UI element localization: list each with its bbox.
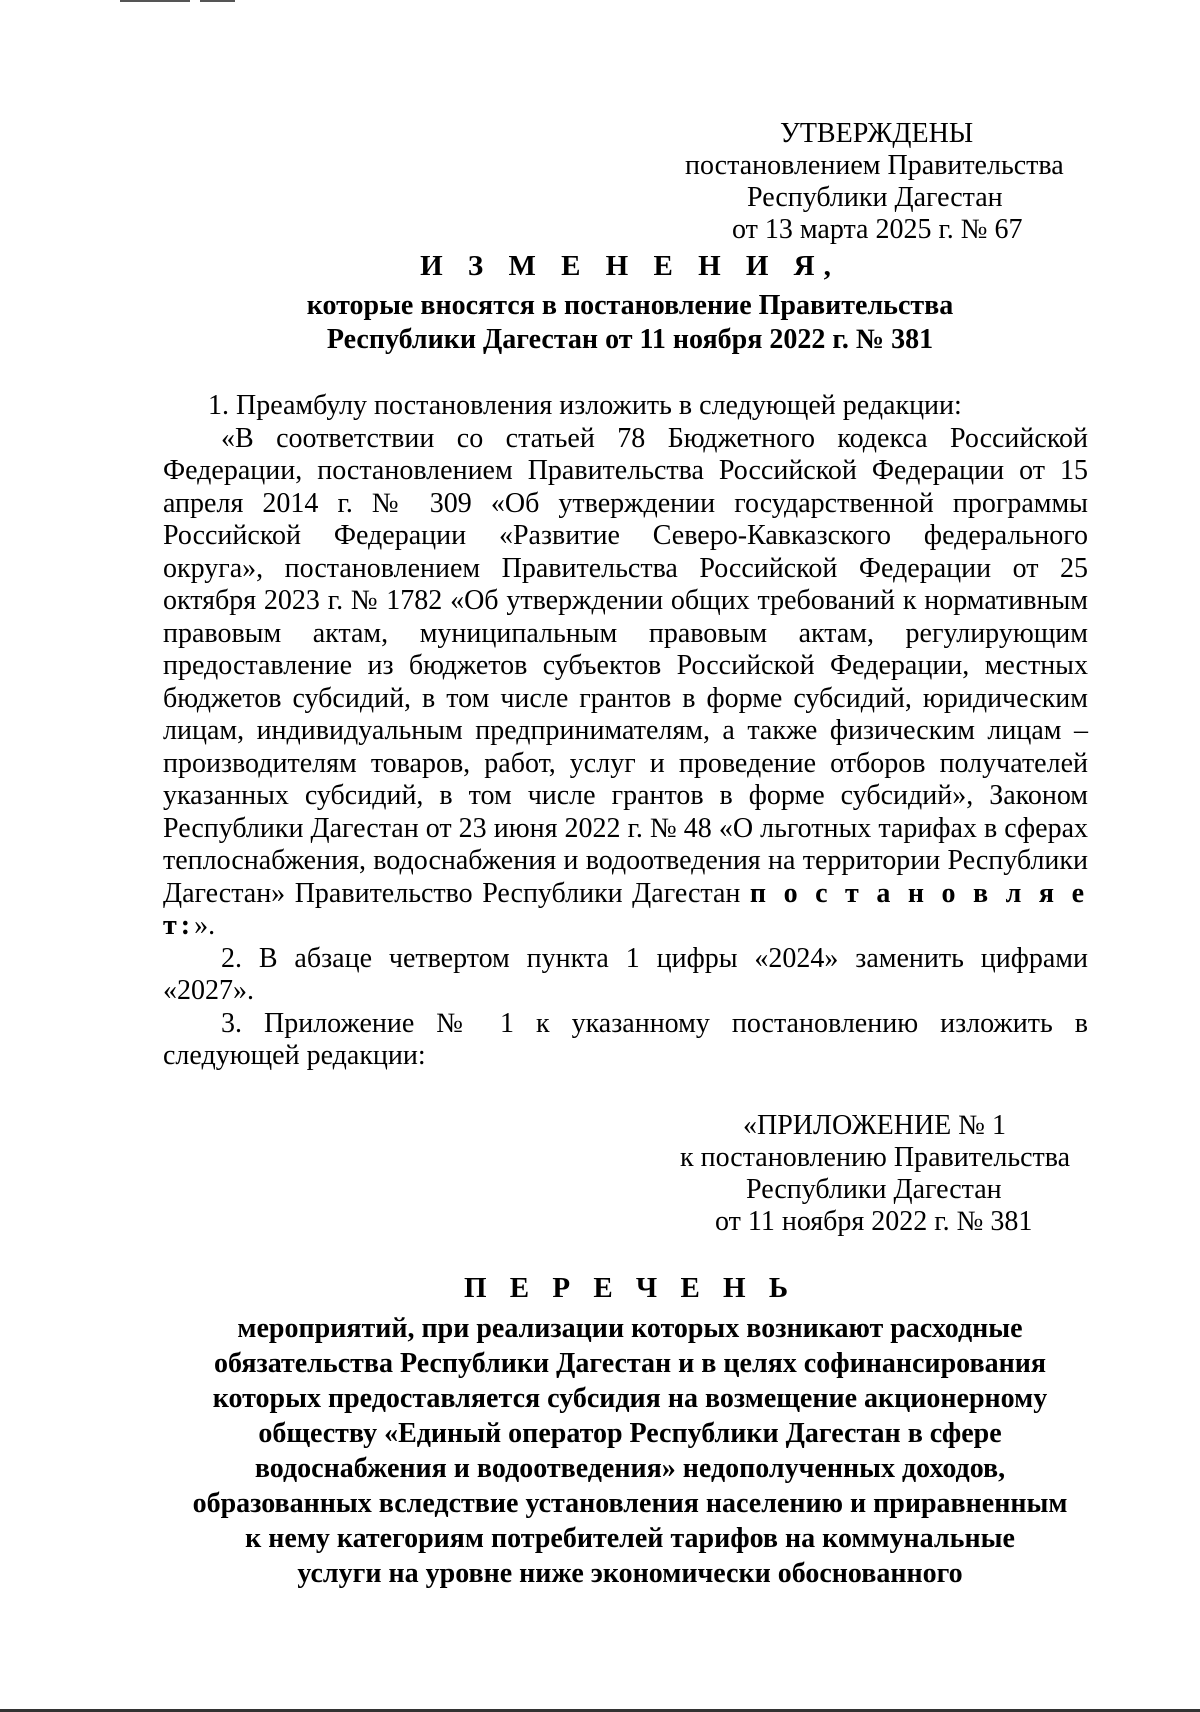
list-subtitle-line: мероприятий, при реализации которых возникают расходные (237, 1312, 1023, 1344)
appendix-reference: к постановлению Правительства (680, 1142, 1071, 1173)
item-1-intro: 1. Преамбулу постановления изложить в следующей редакции: (208, 390, 962, 421)
approval-date: от 13 марта 2025 г. № 67 (732, 214, 1023, 245)
list-heading (0, 1272, 1200, 1591)
document-subtitle-line1: которые вносятся в постановление Правительства (306, 290, 954, 321)
list-subtitle-line: водоснабжения и водоотведения» недополученных доходов, (254, 1452, 1006, 1484)
appendix-date: от 11 ноября 2022 г. № 381 (715, 1206, 1033, 1237)
approval-issuer: постановлением Правительства (685, 150, 1064, 181)
document-body (163, 390, 1088, 1073)
list-subtitle-line: обществу «Единый оператор Республики Дагестан в сфере (258, 1417, 1002, 1449)
appendix-title: «ПРИЛОЖЕНИЕ № 1 (743, 1110, 1006, 1141)
list-subtitle-line: обязательства Республики Дагестан и в целях софинансирования (214, 1347, 1046, 1379)
list-subtitle-line: услуги на уровне ниже экономически обоснованного (297, 1557, 963, 1589)
item-2: 2. В абзаце четвертом пункта 1 цифры «2024» заменить цифрами «2027». (163, 942, 1088, 1006)
scan-edge-mark-top (0, 0, 235, 3)
preamble-decree-word: п о с т а н о в л я е т: (163, 877, 1089, 941)
document-subtitle-line2: Республики Дагестан от 11 ноября 2022 г. № 381 (326, 324, 934, 355)
approval-title: УТВЕРЖДЕНЫ (780, 118, 974, 149)
list-title: П Е Р Е Ч Е Н Ь (463, 1272, 797, 1304)
appendix-region: Республики Дагестан (746, 1174, 1002, 1205)
list-subtitle-line: которых предоставляется субсидия на возмещение акционерному (212, 1382, 1048, 1414)
approval-region: Республики Дагестан (747, 182, 1003, 213)
preamble-text: «В соответствии со статьей 78 Бюджетного кодекса Российской Федерации, постановлением Правительства Российской Федерации от 15 апреля 2014 г. № 309 «Об утверждении государственной программы Российской Федерации «Развитие Северо-Кавказского федерального округа», постановлением Правительства Российской Федерации от 25 октября 2023 г. № 1782 «Об утверждении общих требований к нормативным правовым актам, муниципальным правовым актам, регулирующим предоставление из бюджетов субъектов Российской Федерации, местных бюджетов субсидий, в том числе грантов в форме субсидий, юридическим лицам, индивидуальным предпринимателям, а также физическим лицам – производителям товаров, работ, услуг и проведение отборов получателей указанных субсидий, в том числе грантов в форме субсидий», Законом Республики Дагестан от 23 июня 2022 г. № 48 «О льготных тарифах в сферах теплоснабжения, водоснабжения и водоотведения на территории Республики Дагестан» Правительство Республики Дагестан (163, 422, 1088, 909)
preamble-closing: ». (194, 910, 216, 941)
list-subtitle-line: к нему категориям потребителей тарифов на коммунальные (245, 1522, 1015, 1554)
item-3: 3. Приложение № 1 к указанному постановлению изложить в следующей редакции: (163, 1007, 1088, 1071)
document-title: И З М Е Н Е Н И Я, (420, 250, 840, 282)
list-subtitle-line: образованных вследствие установления населению и приравненным (192, 1487, 1068, 1519)
preamble-paragraph (163, 423, 1088, 943)
scan-edge-mark-bottom (0, 1708, 1200, 1712)
